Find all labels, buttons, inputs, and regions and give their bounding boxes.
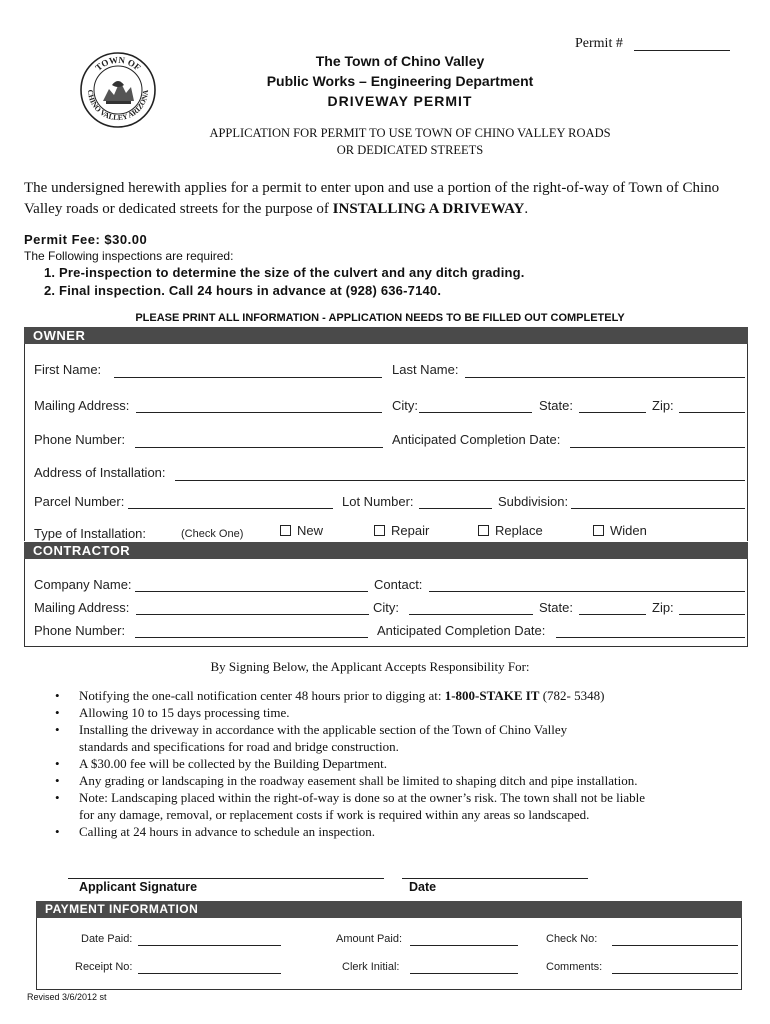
contractor-phone-input[interactable] <box>135 637 368 638</box>
permit-number-field <box>575 36 623 52</box>
applicant-signature-label: Applicant Signature <box>79 880 198 894</box>
applicant-signature-line[interactable] <box>68 878 384 879</box>
payment-section-header <box>36 901 742 918</box>
receipt-no-label: Receipt No: <box>75 961 133 973</box>
option-new-label: New <box>297 523 324 538</box>
owner-title: OWNER <box>33 328 86 343</box>
contractor-zip-input[interactable] <box>679 614 745 615</box>
inspection-item-1: 1. Pre-inspection to determine the size of the culvert and any ditch grading. <box>44 265 525 280</box>
responsibility-item-7: • Calling at 24 hours in advance to schedule an inspection. <box>55 824 376 839</box>
check-no-label: Check No: <box>546 933 598 945</box>
responsibility-item-2: • Allowing 10 to 15 days processing time. <box>55 705 290 720</box>
option-widen-label: Widen <box>610 523 647 538</box>
contractor-city-input[interactable] <box>409 614 533 615</box>
installation-type-label: Type of Installation: <box>34 526 147 541</box>
intro-emphasis: INSTALLING A DRIVEWAY <box>332 201 525 217</box>
contact-input[interactable] <box>429 591 745 592</box>
lot-number-input[interactable] <box>419 508 492 509</box>
owner-last-name-input[interactable] <box>465 377 745 378</box>
contractor-state-label: State: <box>539 600 573 615</box>
contractor-phone-label: Phone Number: <box>34 623 126 638</box>
contractor-mailing-input[interactable] <box>136 614 369 615</box>
owner-zip-input[interactable] <box>679 412 745 413</box>
contractor-completion-input[interactable] <box>556 637 745 638</box>
responsibility-item-3-cont: standards and specifications for road and bridge construction. <box>79 739 399 754</box>
owner-phone-label: Phone Number: <box>34 432 126 447</box>
owner-section-box <box>24 344 748 541</box>
date-signature-line[interactable] <box>402 878 588 879</box>
checkbox-repair[interactable] <box>374 525 385 536</box>
parcel-number-input[interactable] <box>128 508 333 509</box>
owner-completion-input[interactable] <box>570 447 745 448</box>
contractor-title: CONTRACTOR <box>33 543 131 558</box>
option-new[interactable] <box>280 523 323 538</box>
subdivision-input[interactable] <box>571 508 745 509</box>
owner-first-name-input[interactable] <box>114 377 382 378</box>
responsibility-list <box>55 687 759 840</box>
checkbox-new[interactable] <box>280 525 291 536</box>
company-name-label: Company Name: <box>34 577 132 592</box>
date-paid-label: Date Paid: <box>81 933 133 945</box>
option-repair[interactable] <box>374 523 429 538</box>
responsibility-item-3: • Installing the driveway in accordance with the applicable section of the Town of Chino Valley <box>55 722 568 737</box>
contractor-state-input[interactable] <box>579 614 646 615</box>
option-widen[interactable] <box>593 523 647 538</box>
contractor-mailing-label: Mailing Address: <box>34 600 130 615</box>
subdivision-label: Subdivision: <box>498 494 569 509</box>
payment-title: PAYMENT INFORMATION <box>45 902 199 916</box>
owner-phone-input[interactable] <box>135 447 383 448</box>
lot-number-label: Lot Number: <box>342 494 414 509</box>
intro-text: The undersigned herewith applies for a permit to enter upon and use a portion of the right-of-way of Town of Chino Valley roads or dedicated streets for the purpose of <box>24 180 720 217</box>
contact-label: Contact: <box>374 577 423 592</box>
owner-first-name-label: First Name: <box>34 362 102 377</box>
amount-paid-input[interactable] <box>410 945 518 946</box>
header-title-3: DRIVEWAY PERMIT <box>327 93 473 109</box>
owner-completion-label: Anticipated Completion Date: <box>392 432 561 447</box>
responsibility-heading: By Signing Below, the Applicant Accepts Responsibility For: <box>210 659 530 674</box>
revision-footer: Revised 3/6/2012 st <box>27 992 107 1002</box>
comments-input[interactable] <box>612 973 738 974</box>
permit-fee: Permit Fee: $30.00 <box>24 232 148 247</box>
contractor-zip-label: Zip: <box>652 600 674 615</box>
owner-state-label: State: <box>539 398 573 413</box>
install-address-input[interactable] <box>175 480 745 481</box>
inspection-item-2: 2. Final inspection. Call 24 hours in advance at (928) 636-7140. <box>44 283 442 298</box>
header-title-1: The Town of Chino Valley <box>315 53 485 69</box>
subtitle-line-2: OR DEDICATED STREETS <box>336 143 484 157</box>
permit-number-line[interactable] <box>634 50 730 51</box>
receipt-no-input[interactable] <box>138 973 281 974</box>
clerk-initial-input[interactable] <box>410 973 518 974</box>
print-notice: PLEASE PRINT ALL INFORMATION - APPLICATION NEEDS TO BE FILLED OUT COMPLETELY <box>135 312 625 324</box>
option-replace-label: Replace <box>495 523 543 538</box>
intro-paragraph <box>24 178 744 220</box>
owner-state-input[interactable] <box>579 412 646 413</box>
responsibility-item-6: • Note: Landscaping placed within the right-of-way is done so at the owner’s risk. The town shall not be liable <box>55 790 645 805</box>
contractor-section-header <box>24 542 748 559</box>
seal-graphic <box>79 51 157 129</box>
inspections-intro: The Following inspections are required: <box>24 249 234 263</box>
owner-city-input[interactable] <box>419 412 532 413</box>
seal-bottom-text: CHINO VALLEY ARIZONA <box>85 89 151 123</box>
date-paid-input[interactable] <box>138 945 281 946</box>
contractor-completion-label: Anticipated Completion Date: <box>377 623 546 638</box>
option-repair-label: Repair <box>391 523 430 538</box>
owner-mailing-label: Mailing Address: <box>34 398 130 413</box>
intro-end: . <box>524 201 529 217</box>
option-replace[interactable] <box>478 523 543 538</box>
payment-section-box <box>36 918 742 990</box>
checkbox-replace[interactable] <box>478 525 489 536</box>
town-seal <box>79 51 157 129</box>
parcel-number-label: Parcel Number: <box>34 494 125 509</box>
responsibility-item-1: • Notifying the one-call notification center 48 hours prior to digging at: 1-800-STAKE IT (782- 5348) <box>55 688 605 703</box>
responsibility-item-6-cont: for any damage, removal, or replacement costs if work is required within any areas so landscaped. <box>79 807 590 822</box>
date-signature-label: Date <box>409 880 437 894</box>
check-one-note: (Check One) <box>181 528 244 540</box>
permit-number-label: Permit # <box>575 36 623 51</box>
seal-top-text: TOWN OF <box>93 54 143 73</box>
check-no-input[interactable] <box>612 945 738 946</box>
comments-label: Comments: <box>546 961 603 973</box>
contractor-city-label: City: <box>373 600 399 615</box>
clerk-initial-label: Clerk Initial: <box>342 961 400 973</box>
owner-section-header <box>24 327 748 344</box>
responsibility-item-5: • Any grading or landscaping in the roadway easement shall be limited to shaping ditch and pipe installation. <box>55 773 638 788</box>
install-address-label: Address of Installation: <box>34 465 166 480</box>
owner-mailing-input[interactable] <box>136 412 382 413</box>
subtitle-line-1: APPLICATION FOR PERMIT TO USE TOWN OF CHINO VALLEY ROADS <box>209 126 611 140</box>
company-name-input[interactable] <box>135 591 368 592</box>
owner-zip-label: Zip: <box>652 398 674 413</box>
header-title-2: Public Works – Engineering Department <box>266 73 534 89</box>
owner-city-label: City: <box>392 398 418 413</box>
responsibility-item-4: • A $30.00 fee will be collected by the Building Department. <box>55 756 387 771</box>
checkbox-widen[interactable] <box>593 525 604 536</box>
owner-last-name-label: Last Name: <box>392 362 459 377</box>
amount-paid-label: Amount Paid: <box>336 933 403 945</box>
